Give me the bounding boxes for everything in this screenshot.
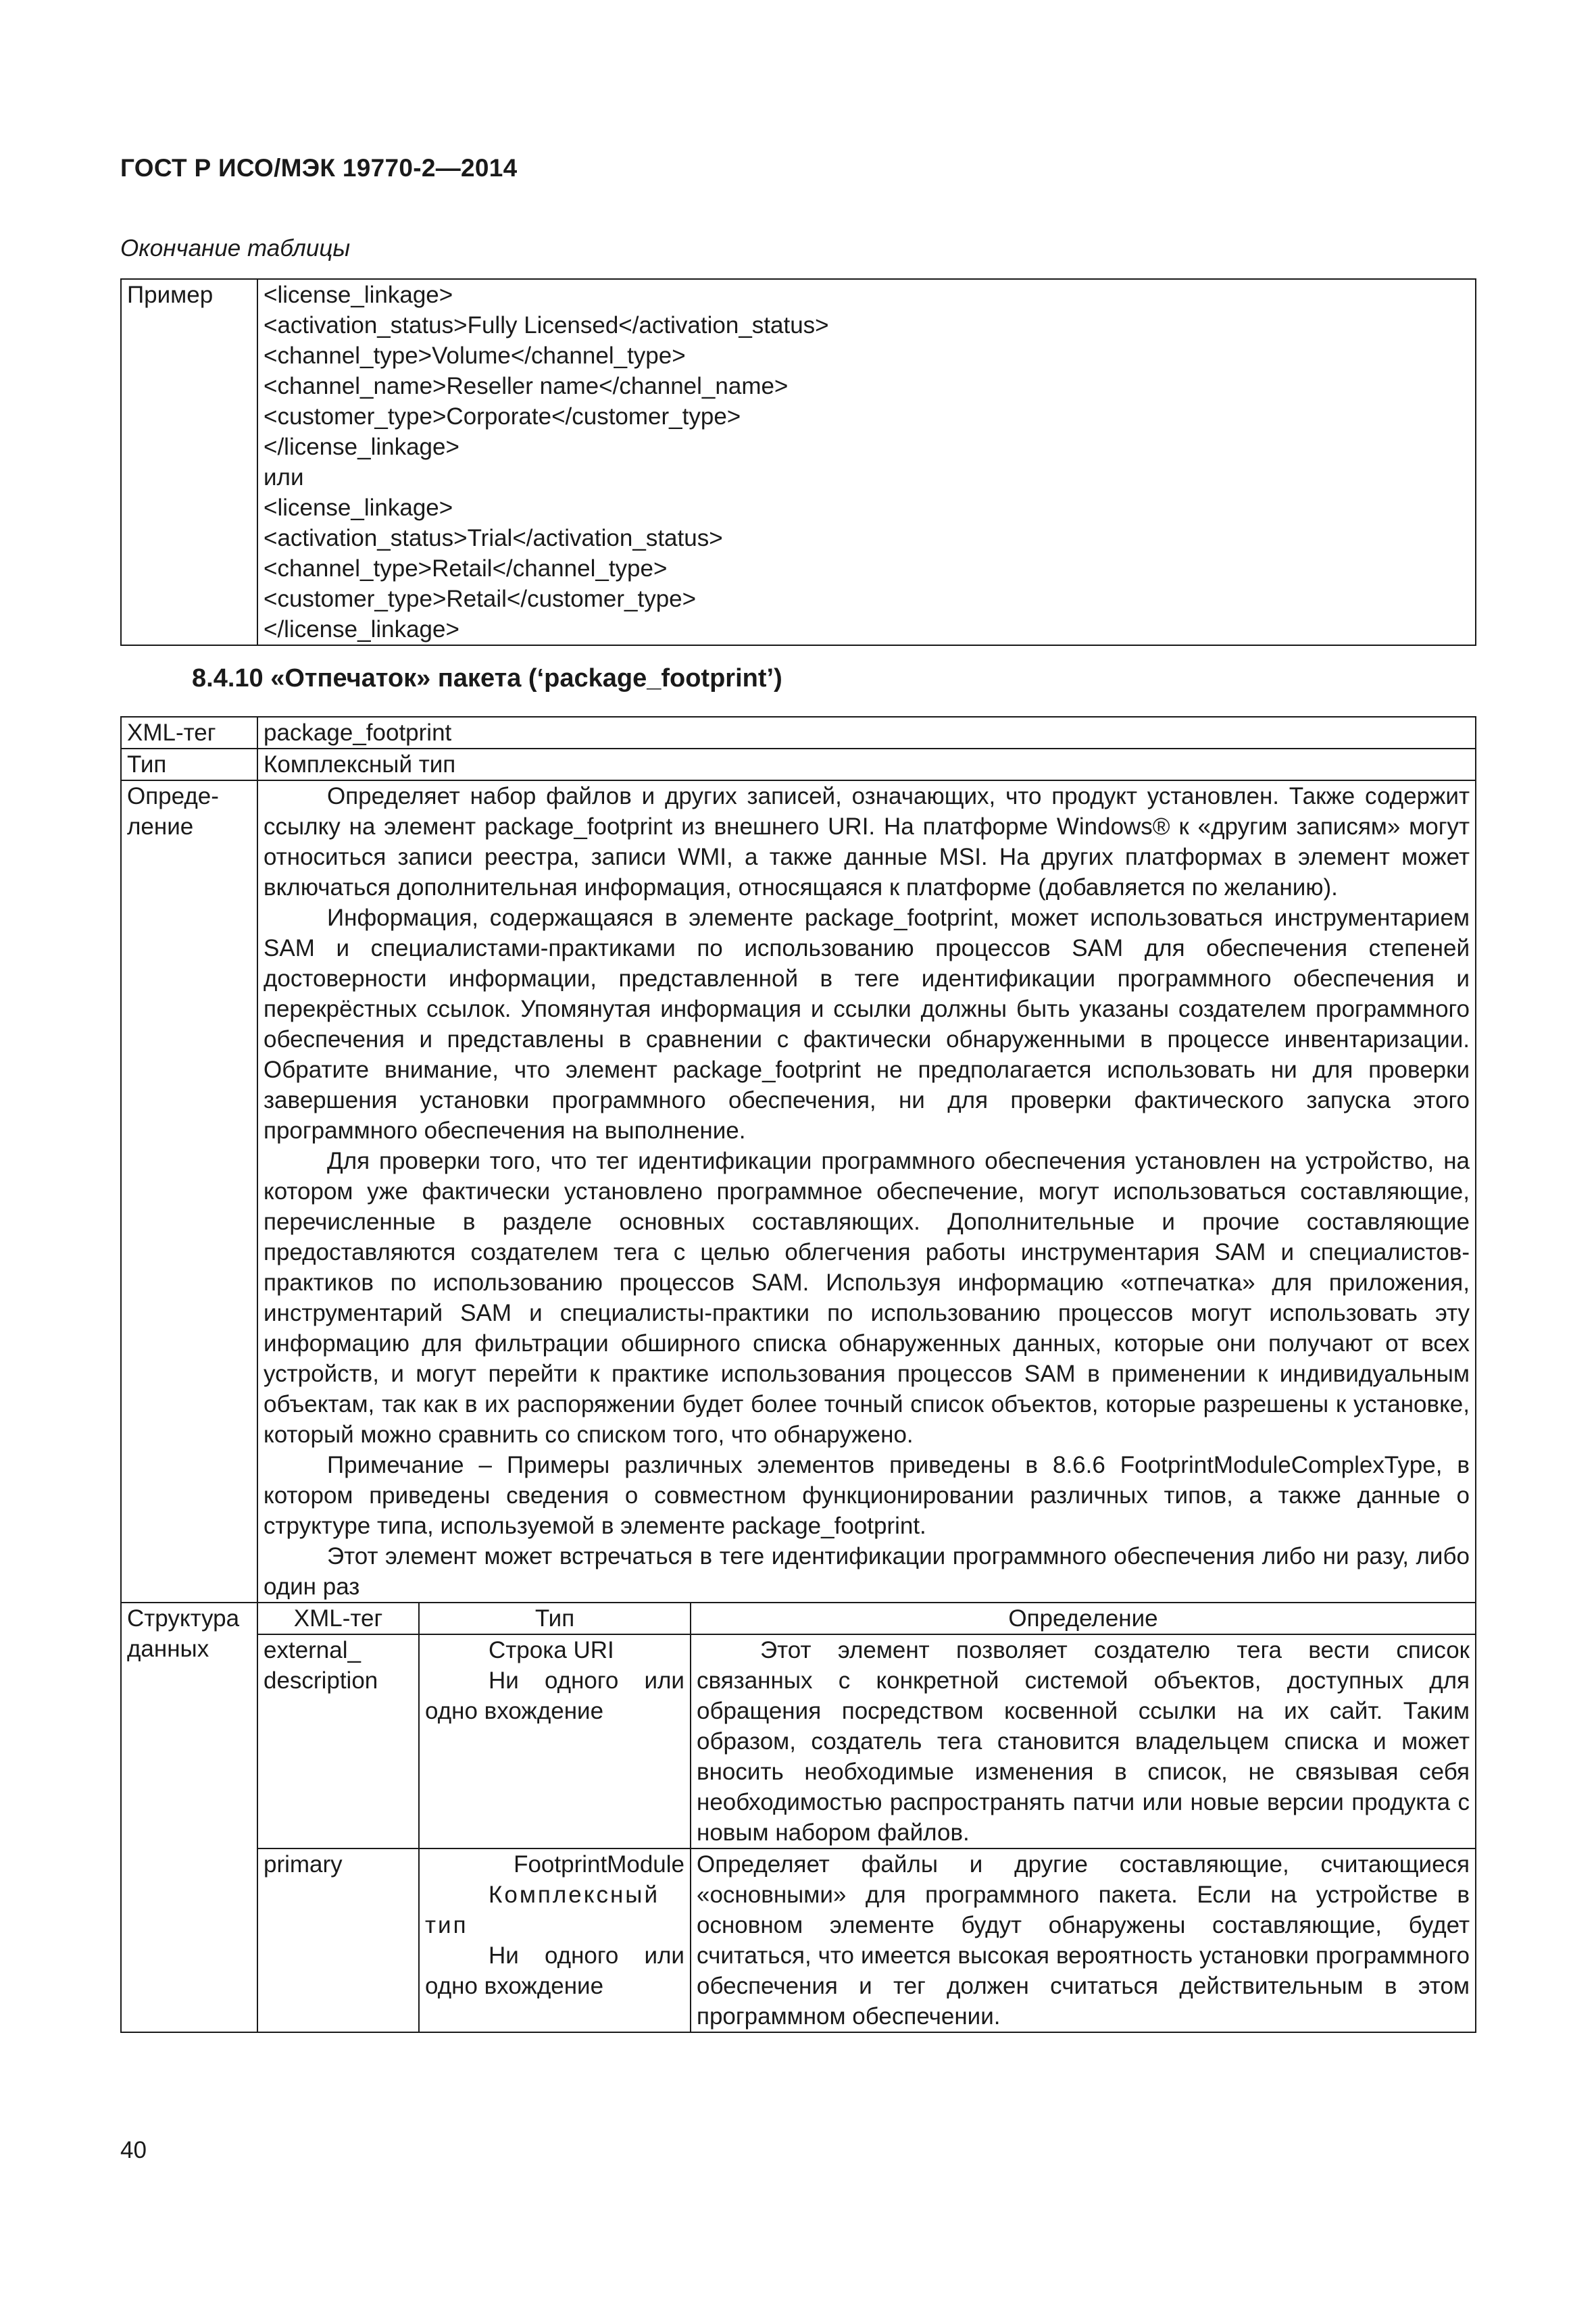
definition-paragraph: Для проверки того, что тег идентификации программного обеспечения установлен на устройство, на котором уже фактически установлено программное обеспечение, могут использоваться составляющие, перечисленные в разделе основных составляющих. Дополнительные и прочие составляющие предоставляются создателем тега с целью облегчения работы инструментария SAM и специалистов-практиков по использованию процессов SAM. Используя информацию «отпечатка» для приложения, инструментарий SAM и специалисты-практики по использованию процессов могут использовать эту информацию для фильтрации обширного списка обнаруженных данных, которые они получают от всех устройств, и могут перейти к практике использования процессов SAM в применении к индивидуальным объектам, так как в их распоряжении будет более точный список объектов, которые разрешены к установке, который можно сравнить со списком того, что обнаружено. <box>264 1148 1470 1448</box>
code-line: или <box>264 464 304 491</box>
definition-text <box>257 780 1476 1603</box>
tag-line: description <box>264 1667 378 1694</box>
table-row <box>258 1634 1475 1848</box>
structure-cell <box>257 1603 1476 2032</box>
example-table <box>120 278 1476 646</box>
type-line: Ни одного или одно вхождение <box>425 1942 684 1999</box>
structure-header-type: Тип <box>419 1603 691 1634</box>
structure-header-row <box>258 1603 1475 1634</box>
page-number: 40 <box>120 2137 147 2163</box>
table-row-type <box>121 749 1476 780</box>
definition-paragraph: Примечание – Примеры различных элементов приведены в 8.6.6 FootprintModuleComplexType, в котором приведены сведения о совместном функционировании различных типов, а также данные о структуре типа, используемой в элементе package_footprint. <box>264 1452 1470 1539</box>
structure-definition <box>691 1848 1475 2032</box>
definition-label <box>121 780 257 1603</box>
section-heading: 8.4.10 «Отпечаток» пакета (‘package_footprint’) <box>192 664 782 693</box>
structure-header-definition: Определение <box>691 1603 1475 1634</box>
example-code <box>257 279 1476 645</box>
definition-paragraph: Этот элемент может встречаться в теге идентификации программного обеспечения либо ни разу, либо один раз <box>264 1543 1470 1600</box>
document-id: ГОСТ Р ИСО/МЭК 19770-2—2014 <box>120 154 518 182</box>
code-line: <channel_name>Reseller name</channel_name> <box>264 373 789 399</box>
xml-tag-label: XML-тег <box>121 717 257 749</box>
code-line: <activation_status>Trial</activation_status> <box>264 525 723 551</box>
code-line: <license_linkage> <box>264 282 453 308</box>
tag-line: external_ <box>264 1637 361 1663</box>
structure-definition <box>691 1634 1475 1848</box>
element-table <box>120 716 1476 2033</box>
definition-label-line: ление <box>127 813 194 840</box>
structure-type <box>419 1848 691 2032</box>
structure-header-tag: XML-тег <box>258 1603 419 1634</box>
code-line: <customer_type>Corporate</customer_type> <box>264 403 741 430</box>
example-label: Пример <box>121 279 257 645</box>
structure-type <box>419 1634 691 1848</box>
type-line: Строка URI <box>489 1637 614 1663</box>
code-line: <customer_type>Retail</customer_type> <box>264 586 697 612</box>
structure-tag <box>258 1848 419 2032</box>
type-line: Комплексный тип <box>425 1882 659 1938</box>
table-row <box>258 1848 1475 2032</box>
table-row-definition <box>121 780 1476 1603</box>
example-row <box>121 279 1476 645</box>
code-line: <channel_type>Retail</channel_type> <box>264 555 668 582</box>
tag-line: primary <box>264 1851 343 1878</box>
table-row-structure <box>121 1603 1476 2032</box>
table-row-xml-tag <box>121 717 1476 749</box>
code-line: <activation_status>Fully Licensed</activation_status> <box>264 312 829 338</box>
definition-label-line: Опреде- <box>127 783 219 809</box>
code-line: </license_linkage> <box>264 616 459 643</box>
structure-table <box>258 1603 1475 2032</box>
xml-tag-value: package_footprint <box>257 717 1476 749</box>
code-line: <license_linkage> <box>264 495 453 521</box>
code-line: <channel_type>Volume</channel_type> <box>264 343 686 369</box>
definition-text: Этот элемент позволяет создателю тега вести список связанных с конкретной системой объектов, доступных для обращения посредством косвенной ссылки на их сайт. Таким образом, создатель тега становится владельцем списка и может вносить необходимые изменения в список, не связывая себя необходимостью распространять патчи или новые версии продукта с новым набором файлов. <box>697 1637 1470 1846</box>
type-label: Тип <box>121 749 257 780</box>
structure-tag <box>258 1634 419 1848</box>
structure-label <box>121 1603 257 2032</box>
code-line: </license_linkage> <box>264 434 459 460</box>
structure-label-line: Структура <box>127 1605 240 1632</box>
type-value: Комплексный тип <box>257 749 1476 780</box>
table-caption: Окончание таблицы <box>120 235 351 261</box>
type-line: FootprintModule <box>514 1851 684 1878</box>
type-line: Ни одного или одно вхождение <box>425 1667 684 1724</box>
structure-label-line: данных <box>127 1636 209 1662</box>
definition-text: Определяет файлы и другие составляющие, считающиеся «основными» для программного пакета. Если на устройстве в основном элементе будут обнаружены составляющие, будет считаться, что имеется высокая вероятность установки программного обеспечения и тег должен считаться действительным в этом программном обеспечении. <box>697 1851 1470 2030</box>
definition-paragraph: Информация, содержащаяся в элементе package_footprint, может использоваться инструментарием SAM и специалистами-практиками по использованию процессов SAM для обеспечения степеней достоверности информации, представленной в теге идентификации программного обеспечения и перекрёстных ссылок. Упомянутая информация и ссылки должны быть указаны создателем программного обеспечения и представлены в сравнении с фактически обнаруженными в процессе инвентаризации. Обратите внимание, что элемент package_footprint не предполагается использовать ни для проверки завершения установки программного обеспечения, ни для проверки фактического запуска этого программного обеспечения на выполнение. <box>264 905 1470 1144</box>
definition-paragraph: Определяет набор файлов и других записей, означающих, что продукт установлен. Также содержит ссылку на элемент package_footprint из внешнего URI. На платформе Windows® к «другим записям» могут относиться записи реестра, записи WMI, а также данные MSI. На других платформах в элемент может включаться дополнительная информация, относящаяся к платформе (добавляется по желанию). <box>264 783 1470 901</box>
